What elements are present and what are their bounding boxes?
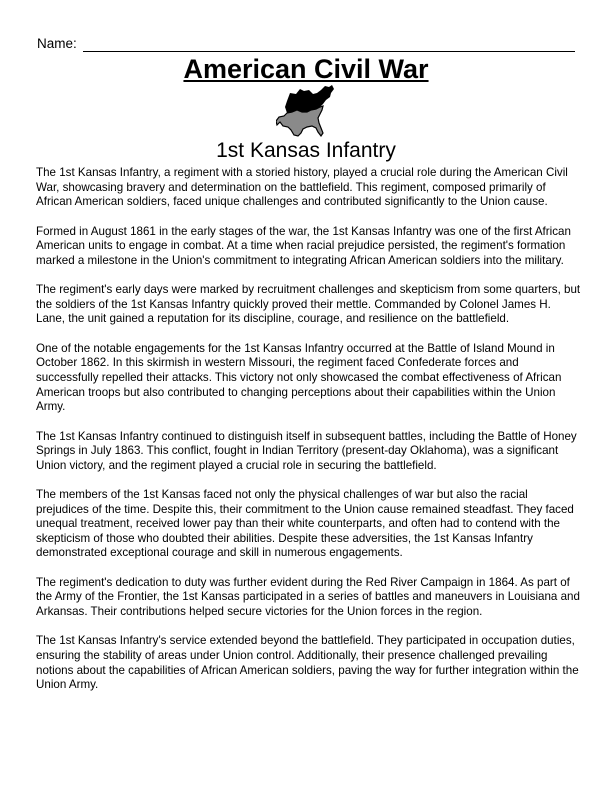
paragraph: The members of the 1st Kansas faced not only the physical challenges of war but also the racial prejudices of the time. Despite this, their commitment to the Union cause remained steadfast. They faced unequal treatment, received lower pay than their white counterparts, and often had to contend with the skepticism of those who doubted their abilities. Despite these adversities, the 1st Kansas Infantry demonstrated exceptional courage and skill in numerous engagements. — [36, 488, 574, 560]
us-civil-war-map-icon — [276, 85, 340, 139]
confederate-region-shape — [276, 106, 323, 136]
paragraph: Formed in August 1861 in the early stages of the war, the 1st Kansas Infantry was one of the first African American units to engage in combat. At a time when racial prejudice persisted, the regiment's formation marked a milestone in the Union's commitment to integrating African American soldiers into the military. — [36, 224, 571, 267]
paragraph: The 1st Kansas Infantry's service extended beyond the battlefield. They participated in occupation duties, ensuring the stability of areas under Union control. Additionally, their presence challenged prevailing notions about the capabilities of African American soldiers, paving the way for further integration within the Union Army. — [36, 634, 579, 692]
article-body — [36, 166, 581, 708]
name-row — [37, 36, 575, 52]
paragraph: One of the notable engagements for the 1st Kansas Infantry occurred at the Battle of Island Mound in October 1862. In this skirmish in western Missouri, the regiment faced Confederate forces and successfully repelled their attacks. This victory not only showcased the combat effectiveness of African American troops but also contributed to changing perceptions about their capabilities within the Union Army. — [36, 341, 562, 414]
paragraph: The regiment's dedication to duty was further evident during the Red River Campaign in 1864. As part of the Army of the Frontier, the 1st Kansas participated in a series of battles and maneuvers in Louisiana and Arkansas. Their contributions helped secure victories for the Union forces in the region. — [36, 575, 580, 619]
name-write-line[interactable] — [83, 39, 575, 52]
paragraph: The regiment's early days were marked by recruitment challenges and skepticism from some quarters, but the soldiers of the 1st Kansas Infantry quickly proved their mettle. Commanded by Colonel James H. Lane, the unit gained a reputation for its discipline, courage, and resilience on the battlefield. — [36, 283, 581, 326]
name-label: Name: — [37, 36, 77, 51]
section-title: 1st Kansas Infantry — [216, 139, 396, 162]
page-title: American Civil War — [183, 54, 429, 84]
paragraph: The 1st Kansas Infantry continued to distinguish itself in subsequent battles, including the Battle of Honey Springs in July 1863. This conflict, fought in Indian Territory (present-day Oklahoma), was a significant Union victory, and the regiment played a crucial role in securing the battlefield. — [36, 429, 577, 472]
union-region-shape — [285, 85, 334, 113]
paragraph: The 1st Kansas Infantry, a regiment with a storied history, played a crucial role during the American Civil War, showcasing bravery and determination on the battlefield. This regiment, composed primarily of African American soldiers, faced unique challenges and contributed significantly to the Union cause. — [36, 166, 568, 209]
